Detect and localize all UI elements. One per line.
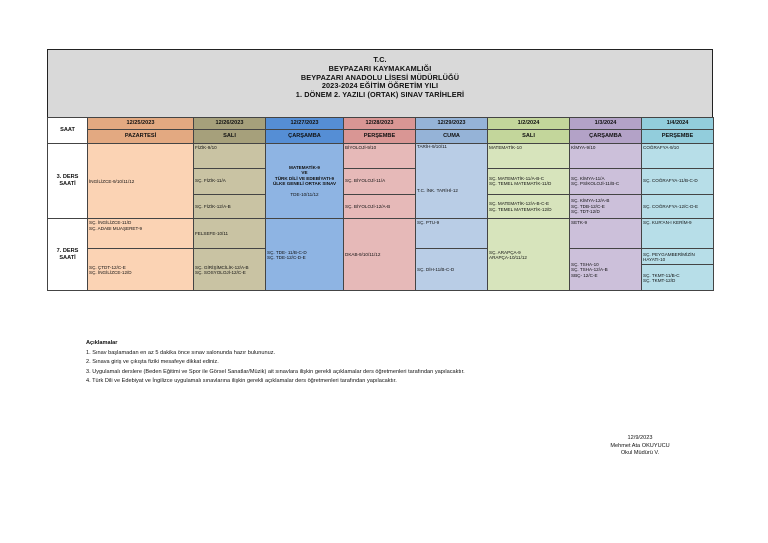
exam-line: SÇ. PEYGAMBERİMİZİN — [643, 251, 695, 257]
day-header-4: PERŞEMBE — [344, 130, 416, 144]
exam-cell — [570, 194, 642, 219]
day-header-7: ÇARŞAMBA — [570, 130, 642, 144]
exam-line: SÇ. TEMEL MATEMATİK-12/D — [489, 206, 552, 212]
period-label-3: 3. DERS SAATİ — [48, 144, 88, 219]
exam-cell — [642, 265, 714, 291]
date-header-6: 1/2/2024 — [488, 118, 570, 130]
notes-section — [86, 339, 465, 387]
exam-cell: KİMYA-9/10 — [570, 144, 642, 169]
exam-cell — [488, 168, 570, 194]
exam-cell-ortak-sinav — [266, 144, 344, 219]
exam-line: SÇ. TSHA-12/A-B — [571, 267, 608, 273]
exam-line: TDE-10/11/12 — [290, 192, 319, 198]
exam-schedule-table — [47, 117, 714, 291]
day-header-row — [48, 130, 714, 144]
exam-cell: SÇ. COĞRAFYA-11/B-C-D — [642, 168, 714, 194]
exam-cell: BİYOLOJİ-9/10 — [344, 144, 416, 169]
exam-cell — [194, 249, 266, 291]
day-header-3: ÇARŞAMBA — [266, 130, 344, 144]
exam-line: SÇ. PSİKOLOJİ-11/B-C — [571, 181, 620, 187]
exam-line: SÇ. TDE-12/C-D-E — [267, 254, 306, 260]
date-header-7: 1/3/2024 — [570, 118, 642, 130]
exam-cell: SÇ. FİZİK-11/A — [194, 168, 266, 194]
exam-cell: SÇ. BİYOLOJİ-11/A — [344, 168, 416, 194]
date-header-row — [48, 118, 714, 130]
exam-cell — [570, 249, 642, 291]
exam-line: SÇ. MATEMATİK-11/A-B-C — [489, 175, 545, 181]
exam-line: SÇ. TSHA-10 — [571, 261, 599, 267]
period-3-row-1 — [48, 144, 714, 169]
exam-line: SÇ. TDT-12/D — [571, 209, 600, 215]
exam-line: TARİH-9/10/11 — [417, 144, 447, 149]
exam-line: HAYATI-10 — [643, 256, 666, 262]
exam-cell: SÇ. FİZİK-12/A-B — [194, 194, 266, 219]
title-line-3: BEYPAZARI ANADOLU LİSESİ MÜDÜRLÜĞÜ — [300, 72, 460, 82]
day-header-6: SALI — [488, 130, 570, 144]
day-header-2: SALI — [194, 130, 266, 144]
exam-cell: FİZİK-9/10 — [194, 144, 266, 169]
exam-line: T.C. İNK. TARİHİ-12 — [417, 188, 458, 193]
date-header-4: 12/28/2023 — [344, 118, 416, 130]
exam-cell: SÇ. DİH-11/B-C-D — [416, 249, 488, 291]
date-header-8: 1/4/2024 — [642, 118, 714, 130]
exam-line: SÇ. SOSYOLOJİ-12/C-E — [195, 269, 246, 275]
exam-line: SÇ. TKMT-11/B-C — [643, 272, 680, 278]
exam-line: SÇ. TDE- 11/B-C-D — [267, 249, 307, 255]
note-item: 4. Türk Dili ve Edebiyat ve İngilizce uygulamalı sınavlarına ilişkin gerekli açıklamalar ders öğretmenleri tarafından yapılacaktır. — [86, 378, 397, 385]
exam-cell: SETK-9 — [570, 219, 642, 249]
exam-cell — [266, 219, 344, 291]
signature-role: Okul Müdürü V. — [620, 450, 660, 457]
exam-cell: SÇ. PTU-9 — [416, 219, 488, 249]
signature-name: Mehmet Ata OKUYUCU — [610, 442, 670, 449]
exam-line: ÜLKE GENELİ ORTAK SINAV — [272, 180, 337, 186]
exam-cell: SÇ. BİYOLOJİ-12/A-B — [344, 194, 416, 219]
exam-cell: İNGİLİZCE-9/10/11/12 — [88, 144, 194, 219]
exam-schedule-sheet — [47, 49, 713, 291]
exam-cell — [416, 144, 488, 219]
exam-line: TÜRK DİLİ VE EDEBİYATI-9 — [274, 175, 335, 181]
date-header-2: 12/26/2023 — [194, 118, 266, 130]
exam-cell — [488, 194, 570, 219]
exam-cell: MATEMATİK-10 — [488, 144, 570, 169]
date-header-1: 12/25/2023 — [88, 118, 194, 130]
period-7-row-1 — [48, 219, 714, 249]
signature-block — [580, 435, 700, 458]
exam-cell — [88, 219, 194, 249]
day-header-1: PAZARTESİ — [88, 130, 194, 144]
exam-line: SÇ. TEMEL MATEMATİK-11/D — [489, 181, 552, 187]
exam-cell: FELSEFE-10/11 — [194, 219, 266, 249]
title-line-5: 1. DÖNEM 2. YAZILI (ORTAK) SINAV TARİHLERİ — [295, 90, 465, 100]
note-item: 3. Uygulamalı derslere (Beden Eğitimi ve Spor ile Görsel Sanatlar/Müzik) ait sınavlara ilişkin gerekli açıklamalar ders öğretmenleri tarafından yapılacaktır. — [86, 368, 465, 375]
title-line-4: 2023-2024 EĞİTİM ÖĞRETİM YILI — [321, 81, 439, 91]
exam-line: SÇ. TKMT-12/D — [643, 277, 676, 283]
exam-line: MATEMATİK-9 — [289, 164, 320, 170]
exam-line: SÇ. MATEMATİK-12/A-B-C-E — [489, 201, 550, 207]
saat-header: SAAT — [48, 118, 88, 144]
exam-line: SÇ. GİRİŞİMCİLİK-12/A-B — [195, 264, 249, 270]
exam-cell: COĞRAFYA-9/10 — [642, 144, 714, 169]
schedule-title-block — [47, 49, 713, 117]
exam-cell: DKAB-9/10/11/12 — [344, 219, 416, 291]
exam-cell — [88, 249, 194, 291]
title-line-2: BEYPAZARI KAYMAKAMLIĞI — [328, 63, 432, 73]
exam-line: ARAPÇA-10/11/12 — [489, 254, 527, 260]
exam-line: SÇ. ADABI MUAŞERET-9 — [89, 225, 143, 231]
exam-line: SÇ. İNGİLİZCE-11/D — [89, 220, 132, 226]
exam-line: SÇ. KİMYA-11/A — [571, 175, 605, 181]
note-item: 1. Sınav başlamadan en az 5 dakika önce sınav salonunda hazır bulununuz. — [86, 349, 276, 356]
exam-line: VE — [301, 170, 308, 176]
exam-line: SÇ. ÇTDT-12/C-E — [89, 264, 126, 270]
day-header-8: PERŞEMBE — [642, 130, 714, 144]
exam-cell: SÇ. COĞRAFYA-12/C-D-E — [642, 194, 714, 219]
exam-line: SÇ. KİMYA-12/A-B — [571, 198, 610, 204]
signature-date: 12/9/2023 — [627, 435, 653, 441]
exam-cell: SÇ. KUR'AN-I KERİM-9 — [642, 219, 714, 249]
title-line-1: T.C. — [373, 55, 387, 64]
exam-line: SÇ. TDB-12/C-E — [571, 203, 605, 209]
period-label-7: 7. DERS SAATİ — [48, 219, 88, 291]
exam-cell — [642, 249, 714, 265]
exam-cell — [570, 168, 642, 194]
exam-line: SÇ. İNGİLİZCE-12/D — [89, 269, 132, 275]
date-header-5: 12/29/2023 — [416, 118, 488, 130]
date-header-3: 12/27/2023 — [266, 118, 344, 130]
exam-cell — [488, 219, 570, 291]
day-header-5: CUMA — [416, 130, 488, 144]
exam-line: SBÇ- 12/C-E — [571, 272, 598, 278]
notes-title: Açıklamalar — [86, 340, 118, 346]
note-item: 2. Sınava giriş ve çıkışta fiziki mesafeye dikkat ediniz. — [86, 359, 219, 366]
exam-line: SÇ. ARAPÇA-9 — [489, 249, 521, 255]
